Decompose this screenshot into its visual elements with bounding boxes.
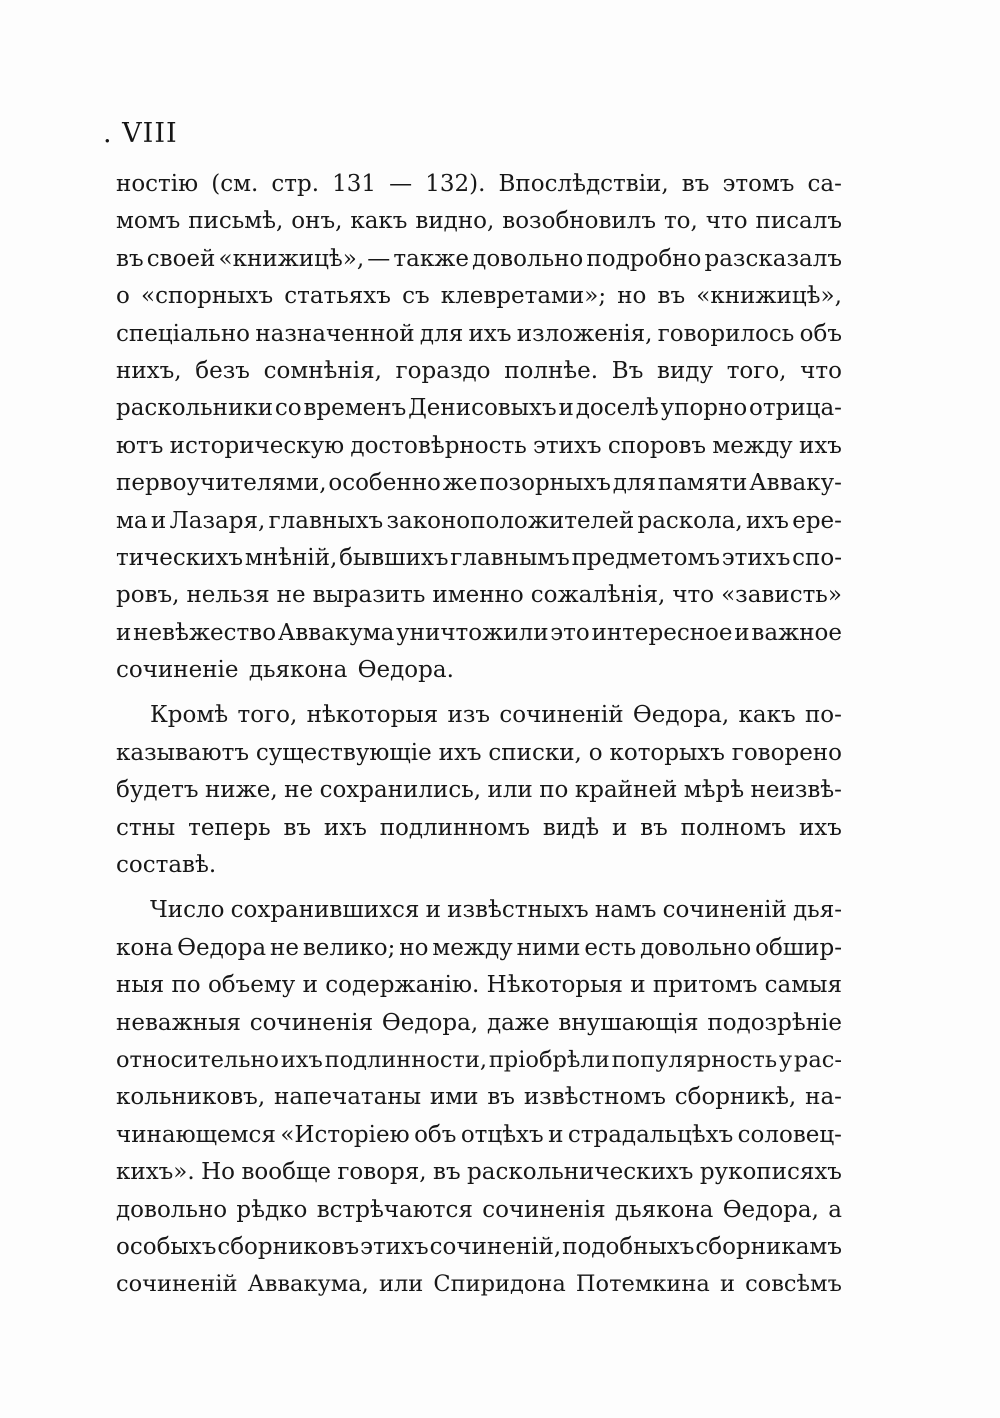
word: Ѳедора,	[632, 702, 730, 729]
word: тическихъ	[116, 544, 244, 571]
word: безъ	[195, 357, 250, 384]
text-line	[116, 1042, 842, 1079]
word: сомнѣнія,	[263, 357, 382, 384]
word: ихъ	[468, 320, 512, 347]
word: клевретами»;	[440, 283, 607, 310]
word: составѣ.	[116, 852, 217, 879]
word: но	[617, 283, 647, 310]
word: Спиридона	[433, 1271, 566, 1298]
word: ихъ	[438, 739, 482, 766]
word: «книжицѣ»,	[696, 283, 842, 310]
word: сочиненіе	[116, 657, 239, 684]
word: сборниковъ	[217, 1233, 360, 1260]
word: Кромѣ	[150, 702, 229, 729]
word: статьяхъ	[284, 283, 391, 310]
word: этихъ	[360, 1233, 429, 1260]
text-line	[116, 652, 842, 689]
word: и	[734, 619, 750, 646]
word: историческую	[169, 432, 345, 459]
word: 131	[332, 171, 377, 197]
word: Ѳедора.	[357, 657, 454, 684]
word: дья-	[793, 897, 842, 924]
word: въ	[657, 283, 686, 310]
word: важное	[751, 619, 842, 646]
text-line	[116, 577, 842, 614]
word: и	[548, 1121, 564, 1148]
word: извѣстныхъ	[447, 897, 589, 924]
word: для	[612, 470, 657, 497]
word: Число	[150, 897, 225, 924]
text-line	[116, 503, 842, 540]
word: въ	[433, 1159, 461, 1186]
word: между	[432, 934, 513, 961]
word: довольно	[640, 934, 752, 961]
word: сборникамъ	[695, 1233, 842, 1260]
word: неизвѣ-	[750, 777, 842, 804]
word: кихъ».	[116, 1159, 195, 1186]
text-line	[116, 278, 842, 315]
word: и	[116, 619, 132, 646]
word: Аввакума,	[247, 1271, 369, 1298]
word: полнѣе.	[504, 357, 599, 384]
word: Лазаря,	[169, 507, 266, 534]
word: ихъ	[280, 1046, 323, 1073]
word: Денисовыхъ	[408, 395, 557, 422]
word: рукописяхъ	[699, 1159, 842, 1186]
text-line	[116, 316, 842, 353]
word: видно,	[415, 208, 495, 235]
word: особенно	[328, 470, 441, 497]
word: внушающія	[558, 1009, 699, 1036]
word: спеціально	[116, 320, 250, 347]
word: съ	[402, 283, 430, 310]
word: есть	[584, 934, 637, 961]
word: полномъ	[680, 814, 787, 841]
text-line	[116, 772, 842, 809]
text-line	[116, 540, 842, 577]
word: уничтожили	[396, 619, 549, 646]
word: списки,	[488, 739, 582, 766]
word: момъ	[116, 208, 181, 235]
text-line	[116, 353, 842, 390]
word: ере-	[792, 507, 842, 534]
word: въ	[487, 1084, 515, 1111]
word: сохранившихся	[230, 897, 420, 924]
word: стр.	[271, 171, 320, 197]
paragraph	[116, 697, 842, 884]
word: подробно	[586, 245, 702, 272]
word: говорено	[731, 739, 842, 766]
word: по	[171, 972, 201, 999]
word: самыя	[764, 972, 842, 999]
word: главныхъ	[268, 507, 384, 534]
word: изложенія,	[516, 320, 653, 347]
word: возобновилъ	[502, 208, 656, 235]
word: того,	[726, 357, 787, 384]
word: не	[276, 582, 306, 609]
word: отцѣхъ	[460, 1121, 544, 1148]
word: Ѳедора,	[381, 1009, 479, 1036]
word: даже	[486, 1009, 550, 1036]
word: сочиненія	[249, 1009, 374, 1036]
word: и	[719, 1271, 735, 1298]
word: о	[116, 283, 130, 310]
word: законоположителей	[386, 507, 635, 534]
word: на-	[805, 1084, 842, 1111]
word: въ	[116, 245, 144, 272]
word: главнымъ	[450, 544, 570, 571]
text-line	[116, 967, 842, 1004]
word: видѣ	[542, 814, 600, 841]
word: казываютъ	[116, 739, 249, 766]
word: временъ	[303, 395, 407, 422]
word: о	[588, 739, 603, 766]
word: ностію	[116, 171, 199, 197]
word: изъ	[447, 702, 490, 729]
word: нельзя	[186, 582, 270, 609]
word: что	[705, 208, 748, 235]
word: встрѣчаются	[316, 1196, 473, 1223]
word: объ	[414, 1121, 457, 1148]
word: кольниковъ,	[116, 1084, 266, 1111]
word: велико;	[302, 934, 396, 961]
word: напечатаны	[274, 1084, 422, 1111]
page-number: . VIII	[103, 118, 178, 149]
word: а	[828, 1196, 842, 1223]
word: упорно	[660, 395, 748, 422]
word: Авваку-	[749, 470, 842, 497]
paragraph-gap	[116, 884, 842, 892]
word: первоучителями,	[116, 470, 327, 497]
word: по	[539, 777, 569, 804]
word: са-	[807, 171, 842, 197]
word: бывшихъ	[339, 544, 449, 571]
word: популярность	[611, 1046, 778, 1073]
word: но	[399, 934, 429, 961]
paragraph	[116, 892, 842, 1303]
word: же	[442, 470, 478, 497]
word: —	[389, 171, 413, 197]
word: которыхъ	[609, 739, 725, 766]
word: какъ	[350, 208, 408, 235]
word: что	[800, 357, 842, 384]
text-line	[116, 241, 842, 278]
word: доселѣ	[575, 395, 659, 422]
word: то,	[663, 208, 698, 235]
paragraph-gap	[116, 689, 842, 697]
word: ныя	[116, 972, 165, 999]
word: довольно	[472, 245, 584, 272]
word: предметомъ	[571, 544, 720, 571]
word: ими	[429, 1084, 479, 1111]
word: «Исторіею	[280, 1121, 410, 1148]
word: неважныя	[116, 1009, 241, 1036]
text-line	[116, 390, 842, 427]
text-line	[116, 428, 842, 465]
word: не	[284, 777, 314, 804]
word: рѣдко	[236, 1196, 308, 1223]
word: какъ	[738, 702, 796, 729]
word: между	[712, 432, 793, 459]
word: «зависть»	[721, 582, 842, 609]
word: и	[425, 897, 441, 924]
word: Потемкина	[575, 1271, 710, 1298]
word: писалъ	[755, 208, 842, 235]
word: или	[487, 777, 533, 804]
word: подозрѣніе	[707, 1009, 842, 1036]
word: ихъ	[745, 507, 789, 534]
text-line	[116, 1266, 842, 1303]
word: своей	[146, 245, 216, 272]
word: ровъ,	[116, 582, 180, 609]
word: и	[302, 972, 318, 999]
word: интересное	[591, 619, 733, 646]
paragraph	[116, 166, 842, 689]
word: Ѳедора,	[722, 1196, 819, 1223]
word: со	[274, 395, 302, 422]
word: въ	[681, 171, 710, 197]
word: выразить	[312, 582, 426, 609]
word: говоря,	[337, 1159, 427, 1186]
word: ниже,	[204, 777, 278, 804]
word: соловец-	[737, 1121, 842, 1148]
word: этихъ	[533, 432, 602, 459]
word: сочиненій	[116, 1271, 238, 1298]
word: особыхъ	[116, 1233, 217, 1260]
word: именно	[432, 582, 524, 609]
word: въ	[640, 814, 668, 841]
word: это	[550, 619, 590, 646]
word: нихъ,	[116, 357, 182, 384]
word: назначенной	[255, 320, 415, 347]
word: что	[672, 582, 715, 609]
word: страдальцѣхъ	[567, 1121, 734, 1148]
word: и	[558, 395, 574, 422]
text-line	[116, 810, 842, 847]
word: содержанію.	[325, 972, 480, 999]
word: Въ	[611, 357, 644, 384]
word: сочиненія	[482, 1196, 606, 1223]
word: «спорныхъ	[141, 283, 274, 310]
word: этихъ	[721, 544, 791, 571]
word: памяти	[657, 470, 748, 497]
word: будетъ	[116, 777, 199, 804]
word: разсказалъ	[704, 245, 842, 272]
text-line	[116, 166, 842, 203]
word: также	[393, 245, 470, 272]
word: раскольники	[116, 395, 274, 422]
word: извѣстномъ	[523, 1084, 666, 1111]
word: гораздо	[395, 357, 491, 384]
word: намъ	[594, 897, 657, 924]
text-line	[116, 465, 842, 502]
word: позорныхъ	[479, 470, 611, 497]
word: споровъ	[607, 432, 707, 459]
word: кона	[116, 934, 174, 961]
word: сочиненій	[662, 897, 787, 924]
text-line	[116, 930, 842, 967]
body-text	[116, 166, 842, 1304]
word: сочиненій	[499, 702, 624, 729]
word: (см.	[211, 171, 259, 197]
word: сборникѣ,	[674, 1084, 797, 1111]
word: притомъ	[652, 972, 758, 999]
word: и	[630, 972, 646, 999]
word: Но	[201, 1159, 236, 1186]
word: отрица-	[749, 395, 842, 422]
word: пріобрѣли	[488, 1046, 610, 1073]
word: этомъ	[722, 171, 795, 197]
text-line	[116, 735, 842, 772]
text-line	[116, 697, 842, 734]
word: раскола,	[637, 507, 743, 534]
word: Впослѣдствіи,	[498, 171, 669, 197]
word: раскольническихъ	[467, 1159, 694, 1186]
word: нѣкоторыя	[306, 702, 439, 729]
word: 132).	[425, 171, 486, 197]
text-line	[116, 1117, 842, 1154]
text-line	[116, 1229, 842, 1266]
word: объ	[799, 320, 842, 347]
word: Нѣкоторыя	[486, 972, 623, 999]
word: существующіе	[255, 739, 432, 766]
word: того,	[237, 702, 298, 729]
word: дьякона	[248, 657, 348, 684]
word: письмѣ,	[188, 208, 284, 235]
text-line	[116, 1079, 842, 1116]
word: онъ,	[291, 208, 343, 235]
word: виду	[657, 357, 714, 384]
word: мнѣній,	[244, 544, 338, 571]
word: ними	[516, 934, 581, 961]
word: сохранились,	[319, 777, 482, 804]
word: по-	[804, 702, 842, 729]
text-line	[116, 892, 842, 929]
text-line	[116, 1154, 842, 1191]
word: ютъ	[116, 432, 164, 459]
word: или	[378, 1271, 424, 1298]
word: совсѣмъ	[745, 1271, 842, 1298]
word: подлинности,	[324, 1046, 488, 1073]
word: для	[419, 320, 464, 347]
word: подлинномъ	[379, 814, 530, 841]
word: Ѳедора	[177, 934, 267, 961]
word: невѣжество	[133, 619, 277, 646]
word: теперь	[188, 814, 271, 841]
word: довольно	[116, 1196, 228, 1223]
word: ихъ	[798, 432, 842, 459]
word: достовѣрность	[350, 432, 527, 459]
word: мѣрѣ	[683, 777, 745, 804]
word: объему	[207, 972, 296, 999]
word: спо-	[792, 544, 842, 571]
word: ихъ	[323, 814, 367, 841]
word: чинающемся	[116, 1121, 276, 1148]
word: въ	[283, 814, 312, 841]
word: относительно	[116, 1046, 279, 1073]
word: сочиненій,	[429, 1233, 562, 1260]
word: —	[367, 245, 391, 272]
word: у	[778, 1046, 793, 1073]
word: ма	[116, 507, 148, 534]
word: дьякона	[614, 1196, 714, 1223]
text-line	[116, 1192, 842, 1229]
word: и	[612, 814, 628, 841]
word: сожалѣнія,	[530, 582, 666, 609]
text-line	[116, 615, 842, 652]
word: подобныхъ	[562, 1233, 695, 1260]
word: вообще	[241, 1159, 331, 1186]
word: Аввакума	[277, 619, 395, 646]
word: говорилось	[657, 320, 795, 347]
text-line	[116, 203, 842, 240]
word: ихъ	[798, 814, 842, 841]
word: крайней	[574, 777, 678, 804]
word: не	[270, 934, 299, 961]
word: стны	[116, 814, 176, 841]
text-line	[116, 1005, 842, 1042]
word: «книжицѣ»,	[218, 245, 365, 272]
word: рас-	[793, 1046, 842, 1073]
word: обшир-	[755, 934, 842, 961]
text-line	[116, 847, 842, 884]
word: и	[150, 507, 167, 534]
